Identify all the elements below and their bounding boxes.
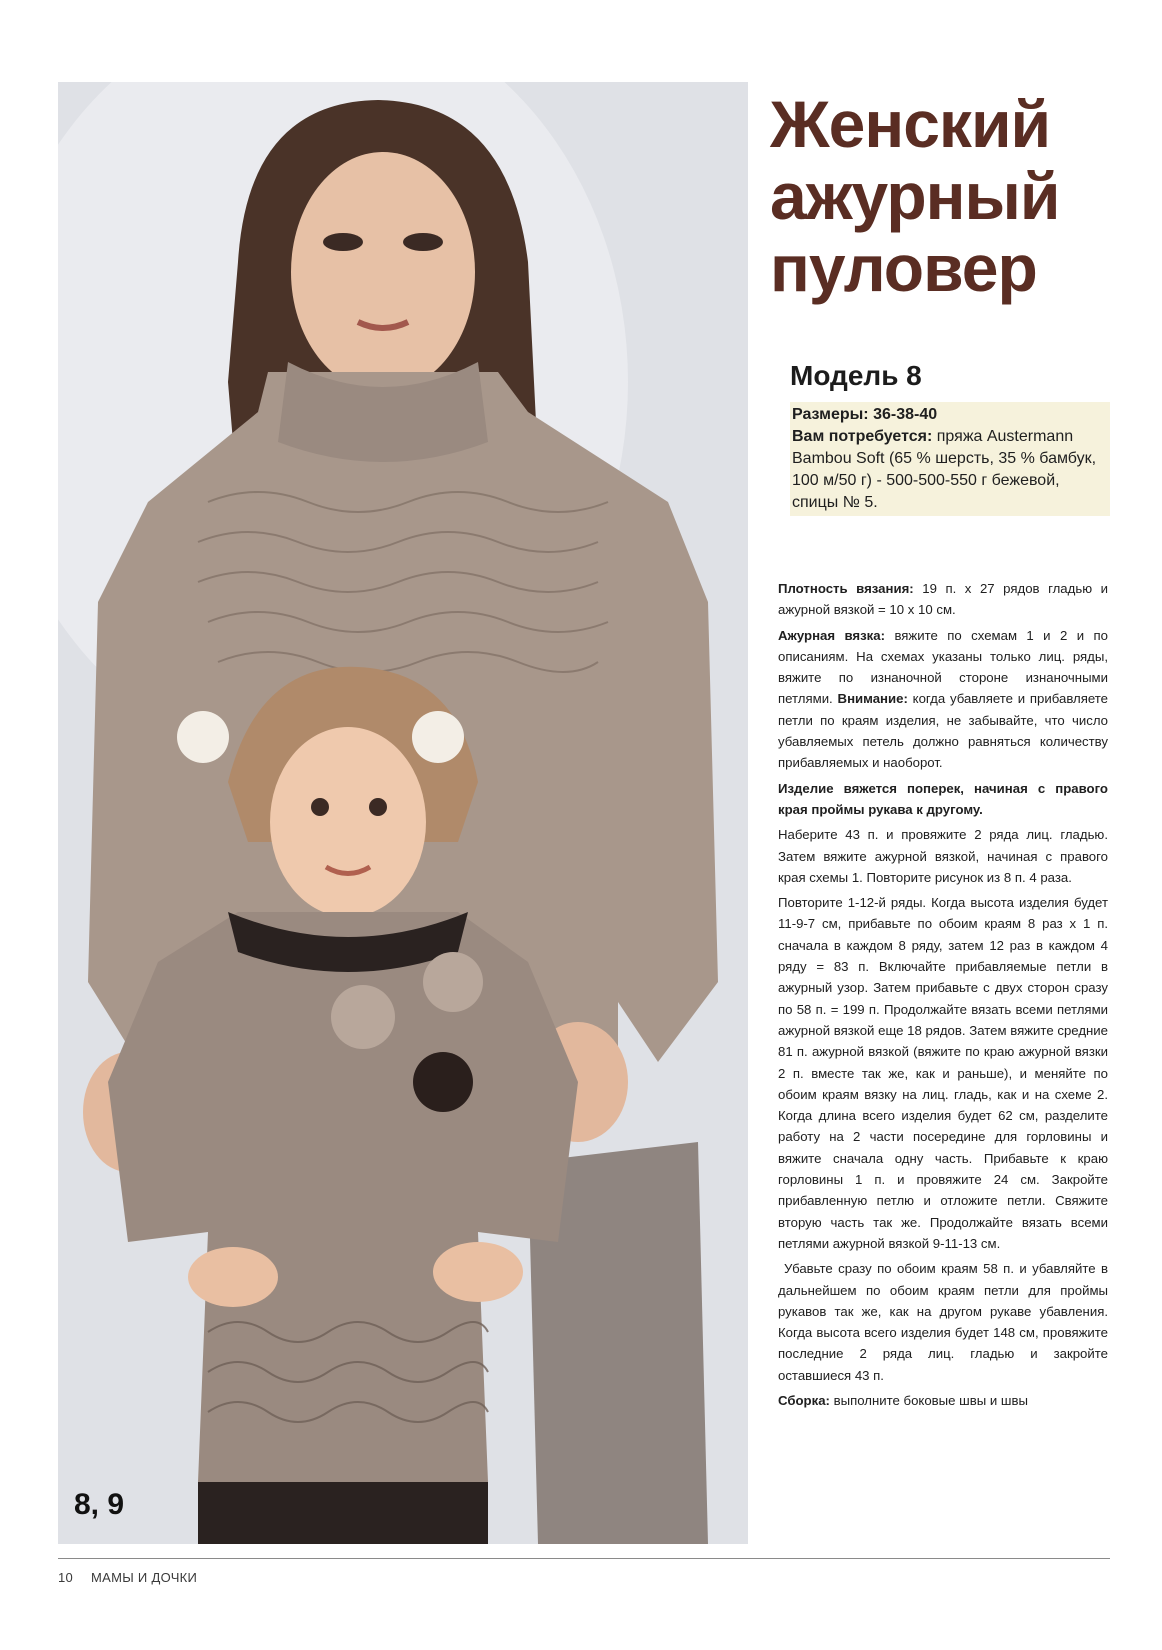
page-number: 10	[58, 1570, 74, 1585]
assembly-paragraph	[778, 1390, 1108, 1411]
sizes-label: Размеры:	[792, 406, 869, 423]
cast-on-paragraph: Наберите 43 п. и провяжите 2 ряда лиц. гладью. Затем вяжите ажурной вязкой, начиная с правого края схемы 1. Повторите рисунок из 8 п. 4 раза.	[778, 827, 1108, 885]
decreases-paragraph: Убавьте сразу по обоим краям 58 п. и убавляйте в дальнейшем по обоим краям петли для проймы рукавов так же, как на другом рукаве убавления. Когда высота всего изделия будет 148 см, провяжите последние 2 ряда лиц. гладью и закройте оставшиеся 43 п.	[778, 1261, 1108, 1383]
cover-photo	[58, 82, 748, 1544]
title-line-1: Женский	[770, 87, 1051, 161]
lace-text: вяжите по схемам 1 и 2 и по описаниям. На схемах указаны только лиц. ряды, вяжите по изнаночной стороне изнаночными петлями.	[778, 627, 1108, 707]
needs-label: Вам потребуется:	[792, 428, 933, 445]
attention-text: когда убавляете и прибавляете петли по краям изделия, не забывайте, что число убавляемых петель должно равняться количеству прибавляемых и наоборот.	[778, 691, 1109, 771]
photo-number-label: 8, 9	[74, 1488, 125, 1521]
page-footer	[58, 1570, 197, 1585]
photo-illustration	[58, 82, 748, 1544]
model-info	[790, 360, 1110, 516]
assembly-label: Сборка:	[778, 1392, 830, 1408]
page-title	[770, 88, 1140, 304]
magazine-name: МАМЫ И ДОЧКИ	[90, 1570, 198, 1585]
needs-value: пряжа Austermann Bambou Soft (65 % шерсть, 35 % бамбук, 100 м/50 г) - 500-500-550 г бежевой, спицы № 5.	[792, 428, 1097, 511]
lace-label: Ажурная вязка:	[778, 627, 886, 643]
gauge-paragraph	[778, 578, 1108, 621]
footer-divider	[58, 1558, 1110, 1559]
model-heading: Модель 8	[790, 360, 922, 391]
increases-paragraph: Повторите 1-12-й ряды. Когда высота изделия будет 11-9-7 см, прибавьте по обоим краям 8 раз х 1 п. сначала в каждом 8 ряду, затем 12 раз в каждом 4 ряду = 83 п. Включайте прибавляемые петли в ажурный узор. Затем прибавьте с двух сторон сразу по 58 п. = 199 п. Продолжайте вязать всеми петлями ажурной вязкой еще 18 рядов. Затем вяжите средние 81 п. ажурной вязкой (вяжите по краю ажурной вязки 2 п. вместе так же, как и раньше), и меняйте по обоим краям вязку на лиц. гладь, как и на схеме 2. Когда длина всего изделия будет 62 см, разделите работу на 2 части посередине для горловины и вяжите сначала одну часть. Прибавьте к краю горловины 1 п. и провяжите 24 см. Закройте прибавленную петлю и отложите петли. Свяжите вторую часть так же. Продолжайте вязать всеми петлями ажурной вязкой 9-11-13 см.	[778, 895, 1108, 1251]
construction-lead: Изделие вяжется поперек, начиная с правого края проймы рукава к другому.	[778, 780, 1108, 817]
assembly-text: выполните боковые швы и швы	[833, 1392, 1028, 1408]
gauge-label: Плотность вязания:	[778, 581, 914, 596]
sizes-value: 36-38-40	[873, 406, 938, 423]
model-requirements-box	[790, 402, 1110, 516]
lace-paragraph	[778, 625, 1108, 774]
instructions-text	[778, 578, 1108, 1415]
gauge-text: 19 п. х 27 рядов гладью и ажурной вязкой = 10 х 10 см.	[778, 581, 1109, 618]
title-line-3: пуловер	[770, 231, 1037, 305]
attention-label: Внимание:	[837, 691, 908, 707]
title-line-2: ажурный	[770, 159, 1060, 233]
